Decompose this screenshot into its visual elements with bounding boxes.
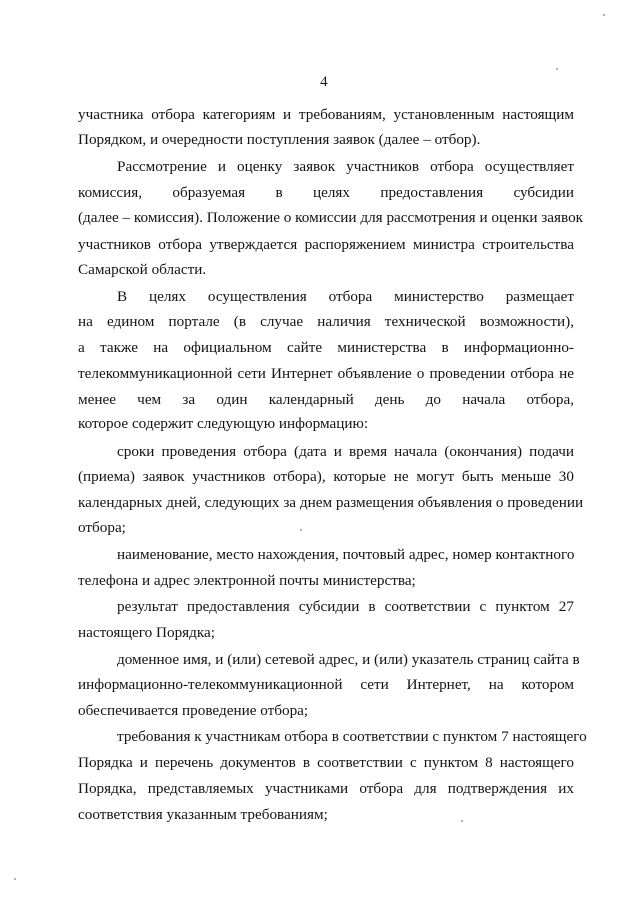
page-number: 4 bbox=[320, 74, 328, 90]
text-line: наименование, место нахождения, почтовый адрес, номер контактного bbox=[117, 546, 575, 563]
text-line: менее чем за один календарный день до начала отбора, bbox=[78, 391, 574, 408]
text-line: обеспечивается проведение отбора; bbox=[78, 702, 309, 719]
text-line: доменное имя, и (или) сетевой адрес, и (или) указатель страниц сайта в bbox=[117, 651, 580, 668]
scan-speck bbox=[461, 820, 463, 822]
text-line: результат предоставления субсидии в соответствии с пунктом 27 bbox=[117, 598, 574, 615]
text-line: на едином портале (в случае наличия технической возможности), bbox=[78, 313, 574, 330]
text-line: Рассмотрение и оценку заявок участников отбора осуществляет bbox=[117, 158, 574, 175]
text-line: календарных дней, следующих за днем размещения объявления о проведении bbox=[78, 494, 584, 511]
text-line: Самарской области. bbox=[78, 261, 207, 278]
text-line: сроки проведения отбора (дата и время начала (окончания) подачи bbox=[117, 443, 574, 460]
text-line: участников отбора утверждается распоряжением министра строительства bbox=[78, 236, 574, 253]
scan-speck bbox=[556, 68, 558, 70]
text-line: информационно-телекоммуникационной сети Интернет, на котором bbox=[78, 676, 574, 693]
text-line: а также на официальном сайте министерства в информационно- bbox=[78, 339, 574, 356]
text-line: Порядком, и очередности поступления заявок (далее – отбор). bbox=[78, 131, 481, 148]
text-line: настоящего Порядка; bbox=[78, 624, 215, 641]
scan-speck bbox=[14, 878, 16, 880]
text-line: требования к участникам отбора в соответствии с пунктом 7 настоящего bbox=[117, 728, 587, 745]
text-line: отбора; bbox=[78, 519, 126, 536]
text-line: Порядка, представляемых участниками отбора для подтверждения их bbox=[78, 780, 574, 797]
text-line: которое содержит следующую информацию: bbox=[78, 415, 369, 432]
text-line: соответствия указанным требованиям; bbox=[78, 806, 328, 823]
text-line: телекоммуникационной сети Интернет объявление о проведении отбора не bbox=[78, 365, 574, 382]
text-line: (далее – комиссия). Положение о комиссии для рассмотрения и оценки заявок bbox=[78, 209, 584, 226]
scan-speck bbox=[603, 14, 605, 16]
text-line: Порядка и перечень документов в соответствии с пунктом 8 настоящего bbox=[78, 754, 574, 771]
text-line: участника отбора категориям и требованиям, установленным настоящим bbox=[78, 106, 574, 123]
text-line: В целях осуществления отбора министерство размещает bbox=[117, 288, 574, 305]
scan-speck bbox=[300, 529, 302, 531]
text-line: комиссия, образуемая в целях предоставления субсидии bbox=[78, 184, 574, 201]
text-line: телефона и адрес электронной почты министерства; bbox=[78, 572, 416, 589]
text-line: (приема) заявок участников отбора), которые не могут быть меньше 30 bbox=[78, 468, 574, 485]
